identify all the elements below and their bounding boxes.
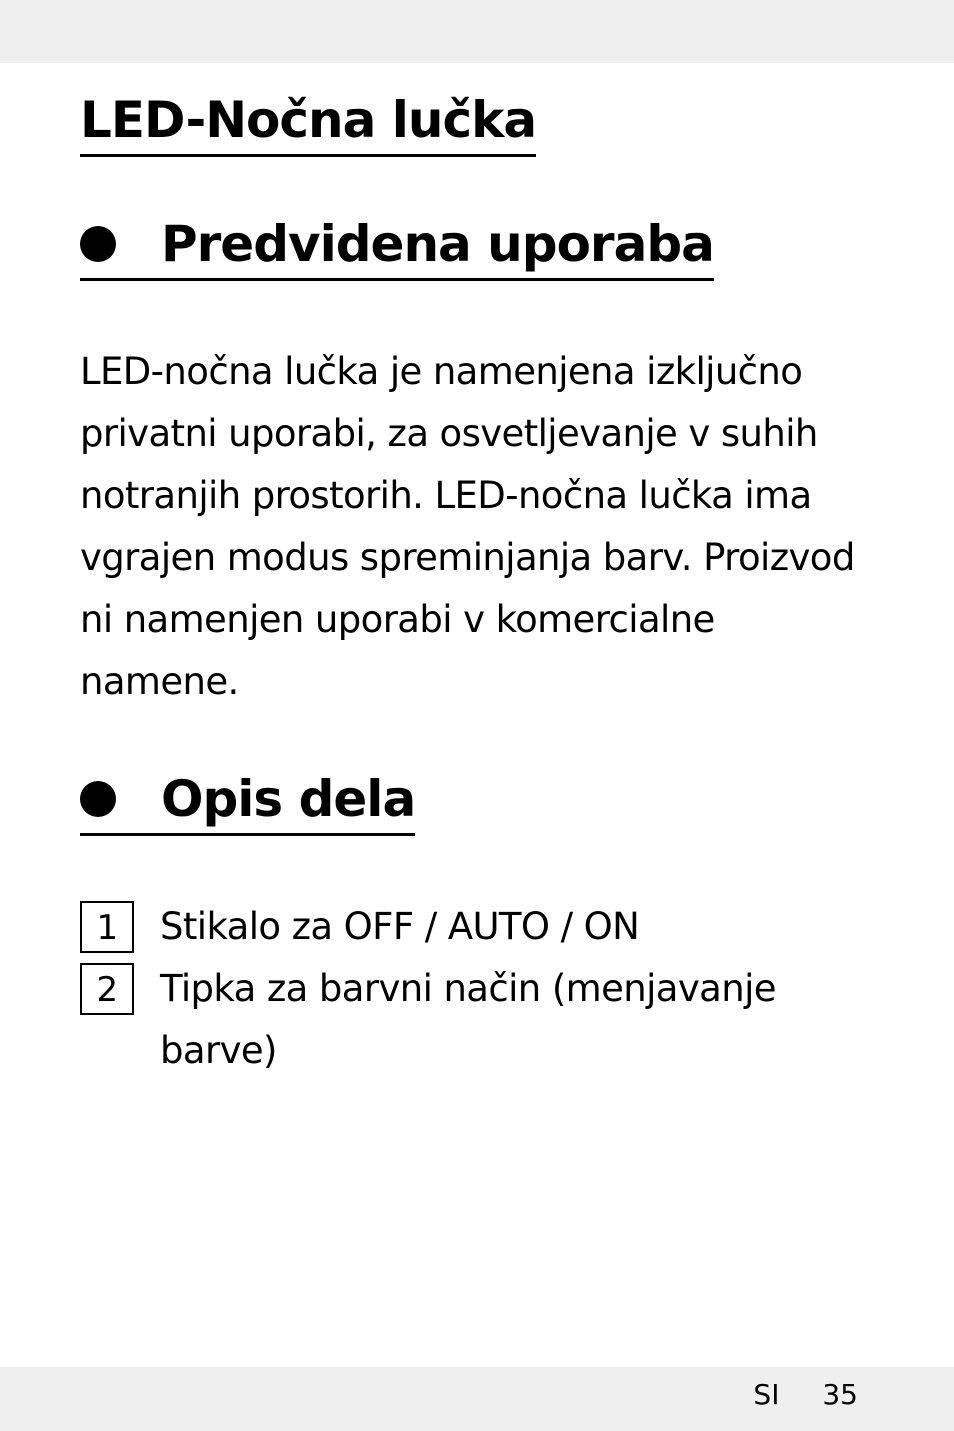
intended-use-paragraph: LED-nočna lučka je namenjena izključno privatni uporabi, za osvetljevanje v suhih notranjih prostorih. LED-nočna lučka ima vgrajen modus spreminjanja barv. Proizvod ni namenjen uporabi v komercialne namene. (80, 350, 855, 703)
list-item (80, 896, 880, 958)
part-number-box: 1 (80, 901, 134, 953)
list-item (80, 958, 880, 1082)
section-heading-text: Opis dela (161, 770, 416, 828)
page-number: 35 (822, 1378, 858, 1411)
section-heading-intended-use (80, 212, 714, 281)
language-code: SI (753, 1378, 780, 1411)
parts-list (80, 896, 880, 1082)
part-description: Stikalo za OFF / AUTO / ON (160, 905, 640, 948)
page-footer (753, 1373, 858, 1417)
bullet-icon (80, 226, 116, 262)
section-heading-parts-description (80, 767, 415, 836)
part-number-box: 2 (80, 963, 134, 1015)
top-margin-band (0, 0, 954, 63)
document-title: LED-Nočna lučka (80, 88, 536, 157)
bullet-icon (80, 781, 116, 817)
section-heading-text: Predvidena uporaba (161, 215, 714, 273)
part-description: Tipka za barvni način (menjavanje barve) (160, 967, 776, 1072)
